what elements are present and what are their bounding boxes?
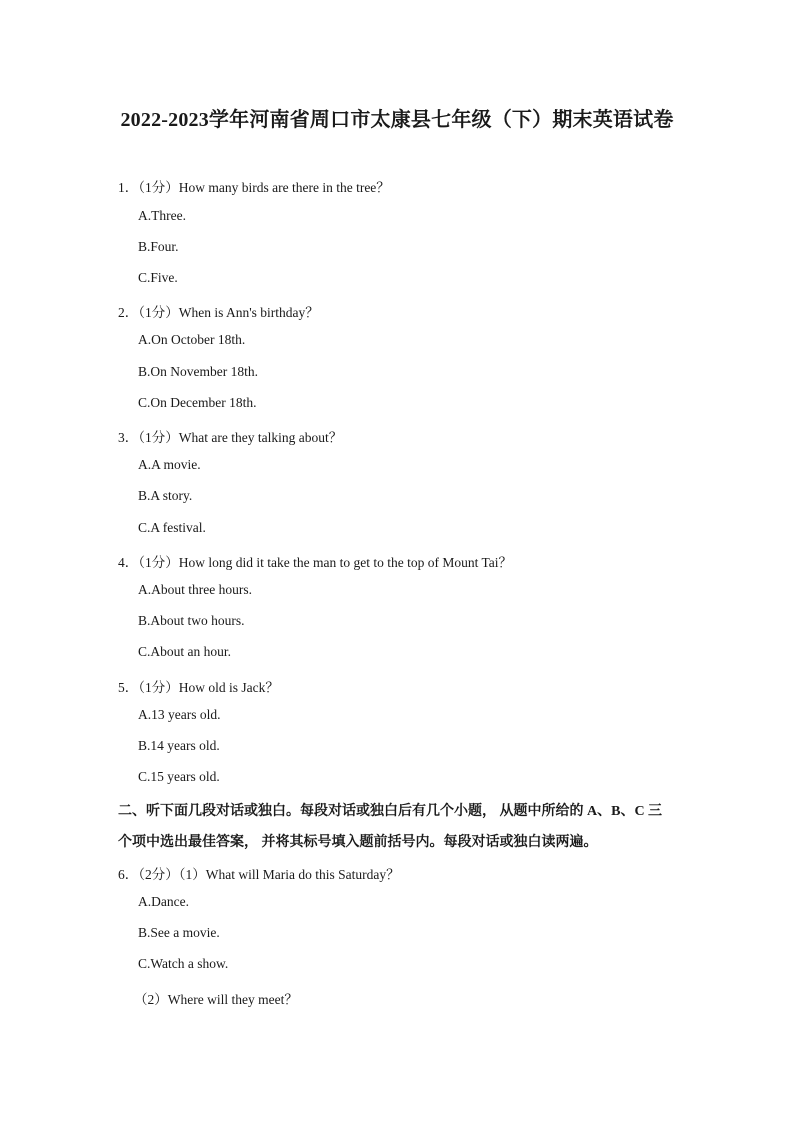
question-2-option-c: C.On December 18th. [138,395,257,410]
question-3-option-c: C.A festival. [138,520,206,535]
question-4-option-b: B.About two hours. [138,613,245,628]
question-5-option-b: B.14 years old. [138,738,220,753]
question-1-option-b: B.Four. [138,239,179,254]
question-1-option-a: A.Three. [138,208,186,223]
question-3-option-b: B.A story. [138,488,193,503]
question-6-option-b: B.See a movie. [138,925,220,940]
question-6-option-a: A.Dance. [138,894,189,909]
question-4: 4．（1分）How long did it take the man to get to the top of Mount Tai？ [118,555,513,570]
page-title: 2022-2023学年河南省周口市太康县七年级（下）期末英语试卷 [120,109,674,131]
question-4-option-c: C.About an hour. [138,644,231,659]
question-1: 1．（1分）How many birds are there in the tree？ [118,180,390,195]
question-4-option-a: A.About three hours. [138,582,252,597]
section-2-instruction-line-2: 个项中选出最佳答案， 并将其标号填入题前括号内。每段对话或独白读两遍。 [118,835,598,850]
section-2-instruction-line-1: 二、听下面几段对话或独白。每段对话或独白后有几个小题， 从题中所给的 A、B、C 三 [118,804,663,819]
question-5-option-a: A.13 years old. [138,707,221,722]
question-6-subquestion-2: （2）Where will they meet？ [134,992,298,1007]
question-3: 3．（1分）What are they talking about？ [118,430,343,445]
question-2: 2．（1分）When is Ann's birthday？ [118,305,319,320]
question-5: 5．（1分）How old is Jack？ [118,680,279,695]
question-3-option-a: A.A movie. [138,457,201,472]
question-6: 6．（2分）（1）What will Maria do this Saturday？ [118,867,400,882]
question-2-option-b: B.On November 18th. [138,364,258,379]
question-2-option-a: A.On October 18th. [138,332,246,347]
question-6-option-c: C.Watch a show. [138,956,229,971]
question-1-option-c: C.Five. [138,270,178,285]
question-5-option-c: C.15 years old. [138,769,220,784]
